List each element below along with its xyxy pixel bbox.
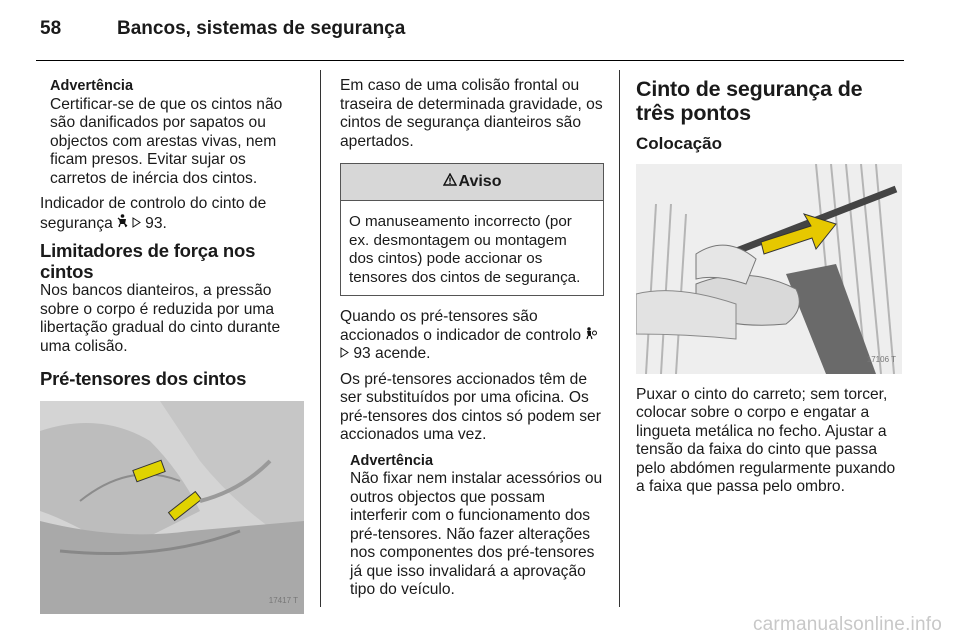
column-divider-1 <box>320 70 321 607</box>
aviso-header <box>341 164 603 201</box>
header-rule <box>36 60 904 61</box>
column-divider-2 <box>619 70 620 607</box>
watermark: carmanualsonline.info <box>752 614 942 635</box>
airbag-pretensioner-indicator-icon <box>585 327 597 344</box>
aviso-text: O manuseamento incorrecto (por ex. desmontagem ou montagem dos cintos) pode accionar os tensores dos cintos de segurança. <box>349 213 581 286</box>
belt-fitting-figure <box>636 164 902 374</box>
pretensioner-figure <box>40 401 304 614</box>
activated-page-ref[interactable]: 93 acende. <box>353 345 431 362</box>
column-3 <box>636 77 904 504</box>
page-reference-icon <box>132 215 145 232</box>
seatbelt-indicator-icon <box>117 216 132 231</box>
warning2-title: Advertência <box>350 452 434 469</box>
column-1 <box>40 77 302 614</box>
heading-force-limiters: Limitadores de força nos cintos <box>40 240 256 282</box>
indicator-text: Indicador de controlo do cinto de segurança <box>40 195 267 232</box>
activated-paragraph <box>340 308 604 364</box>
warning-block <box>40 77 302 188</box>
warning-triangle-icon <box>443 173 457 192</box>
heading-fitting: Colocação <box>636 134 722 153</box>
aviso-box <box>340 163 604 296</box>
page-number: 58 <box>40 18 62 39</box>
intro-text: Em caso de uma colisão frontal ou traseira de determinada gravidade, os cintos de segurança dianteiros são apertados. <box>340 77 603 150</box>
replace-text: Os pré-tensores accionados têm de ser substituídos por uma oficina. Os pré-tensores dos cintos só podem ser accionados uma vez. <box>340 370 601 443</box>
aviso-title: Aviso <box>458 172 502 190</box>
force-limiters-text: Nos bancos dianteiros, a pressão sobre o corpo é reduzida por uma libertação gradual do cinto durante uma colisão. <box>40 282 281 355</box>
figure-label: 17417 T <box>268 595 298 605</box>
indicator-paragraph <box>40 195 302 233</box>
warning-block-2 <box>340 452 604 600</box>
section-title: Bancos, sistemas de segurança <box>117 18 406 39</box>
heading-three-point-belt: Cinto de segurança de três pontos <box>636 77 863 125</box>
page-reference-icon <box>340 345 353 362</box>
warning-title: Advertência <box>50 78 134 94</box>
figure-label: 17106 T <box>866 355 896 364</box>
activated-text: Quando os pré-tensores são accionados o indicador de controlo <box>340 308 581 344</box>
fitting-text: Puxar o cinto do carreto; sem torcer, colocar sobre o corpo e engatar a lingueta metálica no fecho. Ajustar a tensão da faixa do cinto que passa pelo abdómen regularmente puxando a faixa que passa pelo ombro. <box>636 385 896 495</box>
indicator-page-ref[interactable]: 93. <box>145 214 167 232</box>
column-2 <box>340 77 604 607</box>
warning-text: Certificar-se de que os cintos não são danificados por sapatos ou objectos com arestas vivas, nem ficam presos. Evitar sujar os carretos de inércia dos cintos. <box>50 95 283 187</box>
heading-pretensioners: Pré-tensores dos cintos <box>40 368 247 389</box>
warning2-text: Não fixar nem instalar acessórios ou outros objectos que possam interferir com o funcionamento dos pré-tensores. Não fazer alterações nos componentes dos pré-tensores já que isso invalidará a aprovação tipo do veículo. <box>350 470 603 598</box>
